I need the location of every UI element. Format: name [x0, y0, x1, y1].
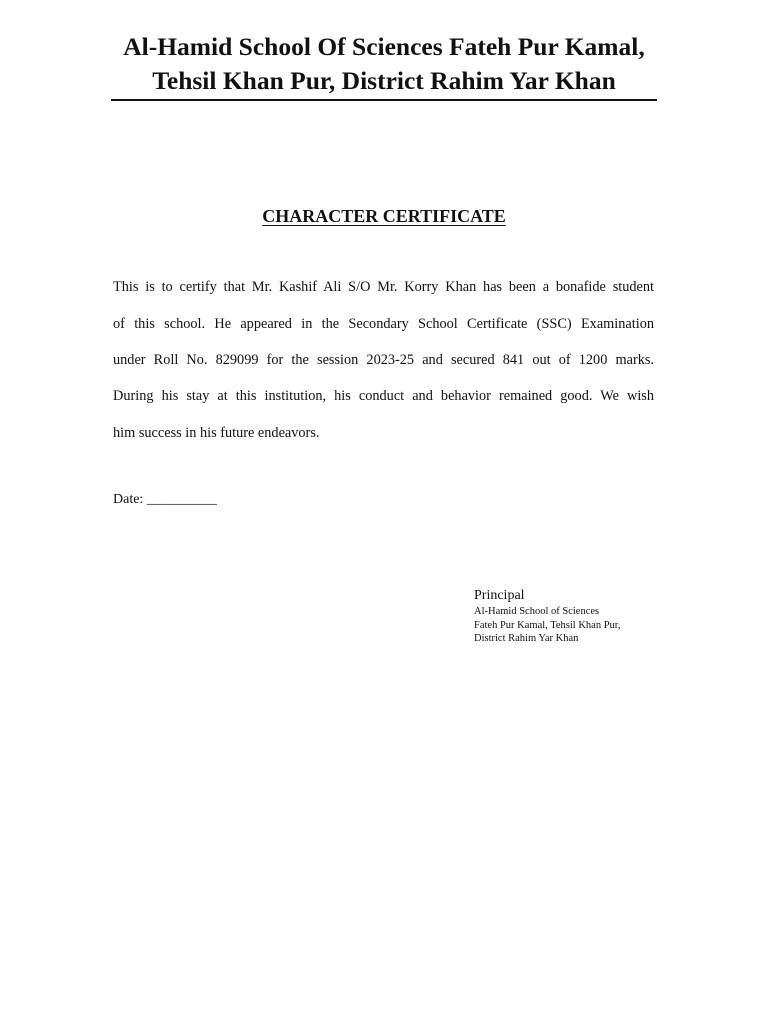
date-field: Date: __________	[113, 492, 217, 507]
body-line-1: This is to certify that Mr. Kashif Ali S/O Mr. Korry Khan has been a bonafide student	[113, 279, 654, 295]
body-line-3: under Roll No. 829099 for the session 2023-25 and secured 841 out of 1200 marks.	[113, 352, 654, 368]
signatory-title: Principal	[474, 588, 525, 603]
body-line-2: of this school. He appeared in the Secondary School Certificate (SSC) Examination	[113, 316, 654, 332]
school-address-line-2: Tehsil Khan Pur, District Rahim Yar Khan	[152, 66, 616, 95]
body-line-4: During his stay at this institution, his conduct and behavior remained good. We wish	[113, 388, 654, 404]
school-name-line-1: Al-Hamid School Of Sciences Fateh Pur Kamal,	[123, 32, 645, 61]
signature-school-name: Al-Hamid School of Sciences	[474, 606, 600, 617]
signature-address-line: Fateh Pur Kamal, Tehsil Khan Pur,	[474, 619, 621, 631]
certificate-title-text: CHARACTER CERTIFICATE	[262, 206, 506, 226]
body-line-5: him success in his future endeavors.	[113, 425, 320, 441]
signature-block	[474, 587, 694, 646]
header-divider	[111, 99, 657, 101]
certificate-title	[0, 204, 768, 228]
school-header	[112, 30, 656, 98]
signature-district-line: District Rahim Yar Khan	[474, 633, 579, 644]
